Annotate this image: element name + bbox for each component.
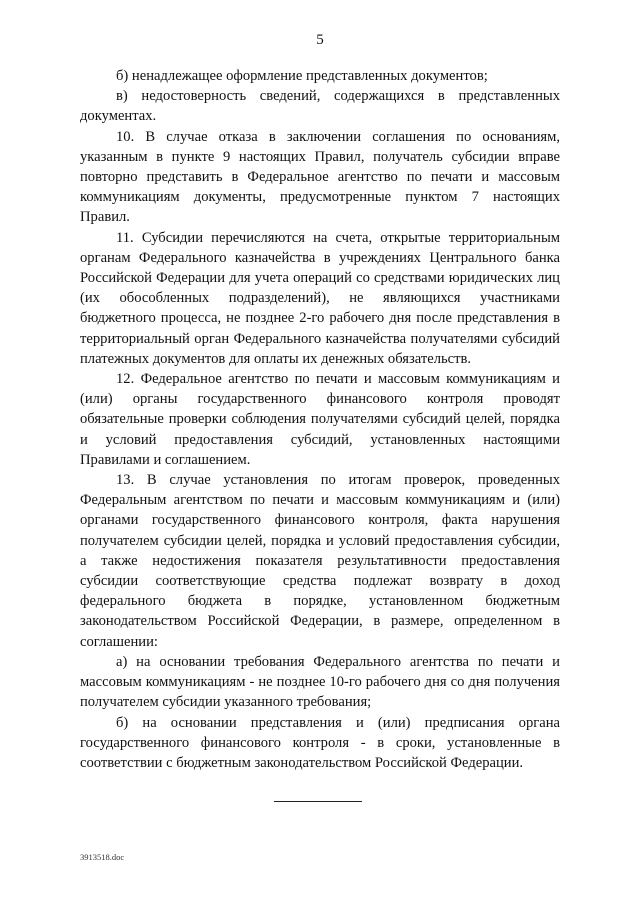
- document-body: [80, 66, 560, 773]
- document-file-code: 3913518.doc: [80, 852, 125, 862]
- paragraph-clause-10: 10. В случае отказа в заключении соглашения по основаниям, указанным в пункте 9 настоящих Правил, получатель субсидии вправе повторно представить в Федеральное агентство по печати и массовым коммуникациям документы, предусмотренные пунктом 7 настоящих Правил.: [80, 128, 560, 226]
- paragraph-subitem-a: а) на основании требования Федерального агентства по печати и массовым коммуникациям - не позднее 10-го рабочего дня со дня получения получателем субсидии указанного требования;: [80, 653, 560, 711]
- paragraph-subitem-b: б) на основании представления и (или) предписания органа государственного финансового контроля - в сроки, установленные в соответствии с бюджетным законодательством Российской Федерации.: [80, 714, 560, 771]
- paragraph-clause-13: 13. В случае установления по итогам проверок, проведенных Федеральным агентством по печати и массовым коммуникациям и (или) органами государственного финансового контроля, факта нарушения получателем субсидии целей, порядка и условий предоставления субсидии, а также недостижения показателя результативности предоставления субсидии соответствующие средства подлежат возврату в доход федерального бюджета в порядке, установленном бюджетным законодательством Российской Федерации, в размере, определенном в соглашении:: [80, 472, 560, 650]
- page-number: 5: [316, 32, 324, 48]
- paragraph-clause-12: 12. Федеральное агентство по печати и массовым коммуникациям и (или) органы государственного финансового контроля проводят обязательные проверки соблюдения получателями субсидий целей, порядка и условий предоставления субсидий, установленных настоящими Правилами и соглашением.: [80, 371, 560, 468]
- paragraph-clause-11: 11. Субсидии перечисляются на счета, открытые территориальным органам Федерального казначейства в учреждениях Центрального банка Российской Федерации для учета операций со средствами юридических лиц (их обособленных подразделений), не являющихся участниками бюджетного процесса, не позднее 2-го рабочего дня после представления в территориальный орган Федерального казначейства получателями субсидий платежных документов для оплаты их денежных обязательств.: [80, 229, 560, 367]
- paragraph-item-b: б) ненадлежащее оформление представленных документов;: [116, 68, 488, 84]
- end-divider: [274, 801, 362, 802]
- paragraph-item-v: в) недостоверность сведений, содержащихся в представленных документах.: [80, 88, 560, 125]
